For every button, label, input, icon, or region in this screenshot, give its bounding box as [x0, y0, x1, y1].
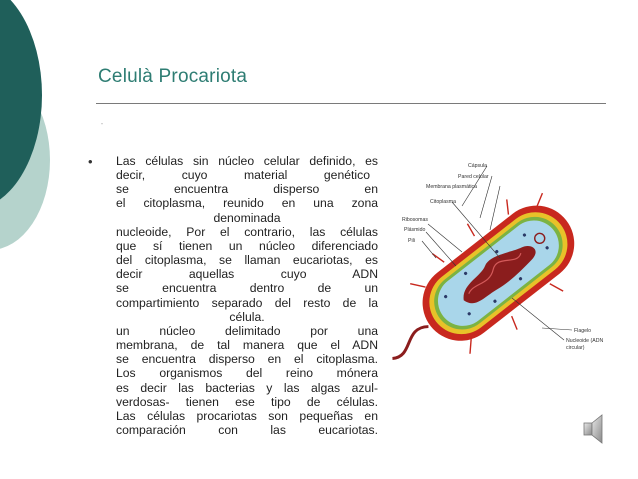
body-line: es decir las bacterias y las algas azul-: [116, 380, 378, 395]
body-line: que sí tienen un núcleo diferenciado: [116, 238, 378, 253]
body-line: denominada: [213, 210, 281, 225]
slide-title: Celulà Procariota: [98, 66, 248, 87]
stray-mark: ¨: [101, 124, 103, 130]
body-line: membrana, de tal manera que el ADN: [116, 338, 378, 353]
prokaryote-diagram: [392, 148, 612, 376]
label-membrane: Membrana plasmática: [426, 184, 478, 190]
body-line: decir, cuyo material genético: [116, 168, 370, 183]
body-line: se encuentra dentro de un: [116, 281, 378, 296]
body-line: Las células sin núcleo celular definido, es: [116, 154, 378, 168]
body-line: nucleoide, Por el contrario, las células: [116, 224, 378, 239]
title-divider: [96, 103, 606, 104]
label-nucleoid-2: circular): [566, 345, 585, 351]
label-cytoplasm: Citoplasma: [430, 199, 456, 205]
label-nucleoid: Nucleoide (ADN: [566, 338, 604, 344]
body-line: se encuentra disperso en: [116, 182, 378, 197]
body-line: del citoplasma, se llaman eucariotas, es: [116, 253, 378, 268]
bullet-marker: •: [88, 154, 93, 169]
label-cell-wall: Pared celular: [458, 174, 489, 180]
body-line: se encuentra disperso en el citoplasma.: [116, 352, 378, 367]
body-line: célula.: [229, 309, 265, 324]
label-ribosomes: Ribosomas: [402, 217, 428, 223]
label-flagellum: Flagelo: [574, 328, 592, 334]
label-plasmid: Plásmido: [404, 227, 426, 233]
bullet-body: [116, 154, 378, 437]
body-line: Las células procariotas son pequeñas en: [116, 408, 378, 423]
body-line: comparación con las eucariotas.: [116, 422, 378, 437]
body-line: Los organismos del reino mónera: [116, 366, 378, 381]
flagellum: [392, 323, 432, 361]
decorative-arcs: [0, 0, 90, 479]
body-line: un núcleo delimitado por una: [116, 323, 378, 338]
label-pili: Pili: [408, 238, 415, 244]
label-capsule: Cápsula: [468, 163, 488, 169]
body-line: decir aquellas cuyo ADN: [116, 267, 378, 282]
body-line: compartimiento separado del resto de la: [116, 295, 378, 310]
body-line: verdosas- tienen ese tipo de células.: [116, 394, 378, 409]
body-line: el citoplasma, reunido en una zona: [116, 196, 378, 211]
prokaryote-diagram-svg: [392, 148, 612, 376]
speaker-icon[interactable]: [580, 410, 614, 448]
